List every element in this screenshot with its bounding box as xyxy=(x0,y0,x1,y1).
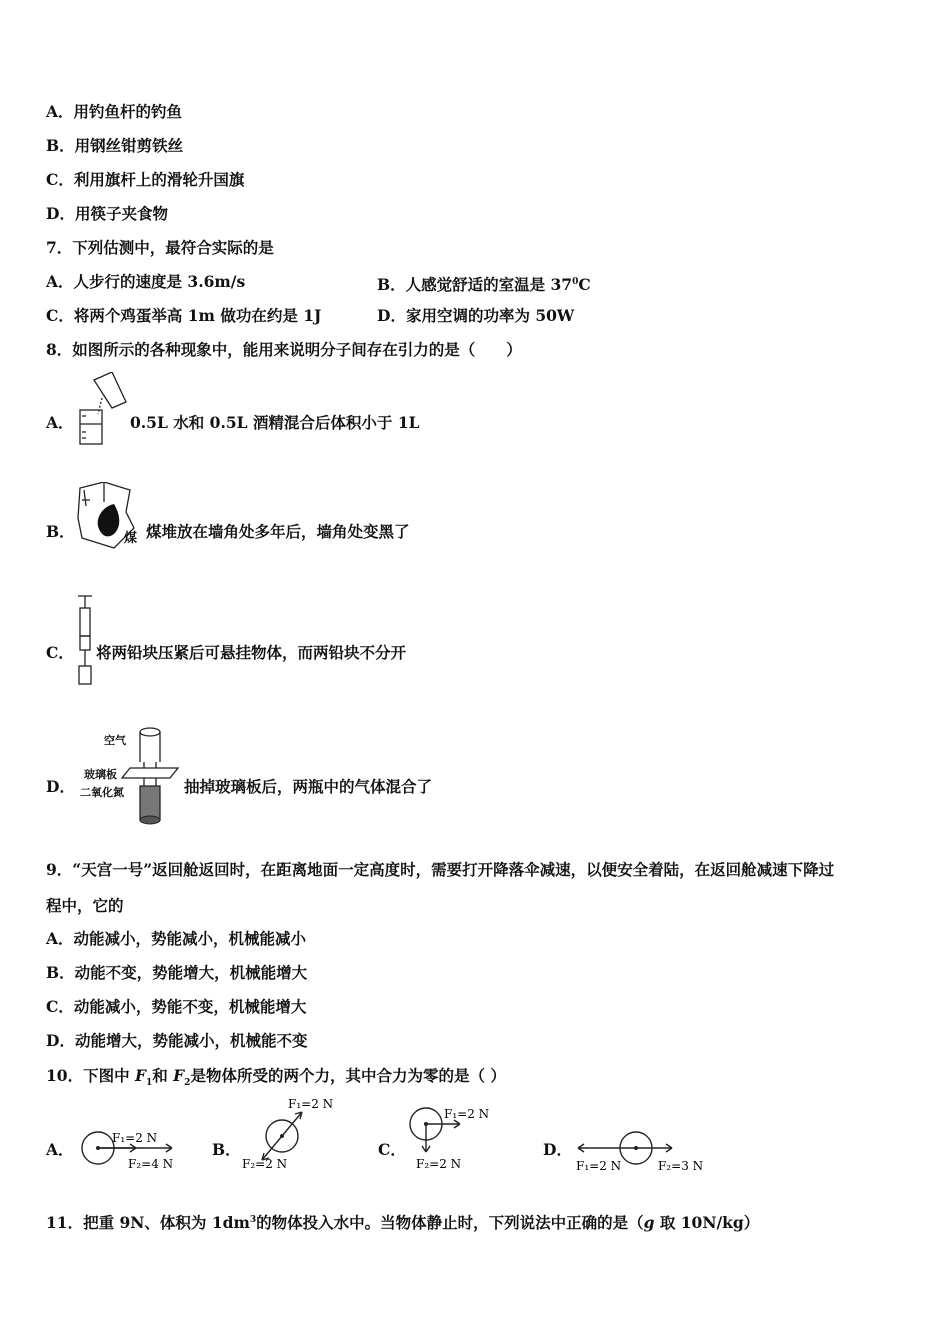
q10-c-label: C． xyxy=(378,1140,406,1159)
lead-blocks-figure xyxy=(74,592,96,688)
d-f2-text: F₂=3 N xyxy=(658,1159,704,1173)
q7-option-a: A．人步行的速度是 3.6m/s xyxy=(46,272,246,291)
q7-option-d: D．家用空调的功率为 50W xyxy=(377,306,575,325)
q8-d-text: 抽掉玻璃板后，两瓶中的气体混合了 xyxy=(184,777,433,796)
glass-plate-label: 玻璃板 xyxy=(84,768,117,781)
q6-option-b: B．用钢丝钳剪铁丝 xyxy=(46,136,184,155)
a-f2-text: F₂=4 N xyxy=(128,1157,174,1171)
q9-option-c: C．动能减小，势能不变，机械能增大 xyxy=(46,997,307,1016)
air-label: 空气 xyxy=(104,734,126,747)
coal-word: 煤 xyxy=(124,531,138,546)
force-diagram-d xyxy=(572,1126,712,1176)
q8-d-label: D． xyxy=(46,777,75,796)
force-diagram-b xyxy=(238,1094,338,1174)
q6-option-d: D．用筷子夹食物 xyxy=(46,204,168,223)
q10-d-label: D． xyxy=(543,1140,572,1159)
d-f1-text: F₁=2 N xyxy=(576,1159,622,1173)
q8-a-text: 0.5L 水和 0.5L 酒精混合后体积小于 1L xyxy=(130,413,420,432)
q7-stem: 7．下列估测中，最符合实际的是 xyxy=(46,238,274,257)
q8-c-label: C． xyxy=(46,643,74,662)
a-f1-text: F₁=2 N xyxy=(112,1131,158,1145)
q9-option-d: D．动能增大，势能减小，机械能不变 xyxy=(46,1031,308,1050)
q8-a-label: A． xyxy=(46,413,74,432)
force-diagram-a xyxy=(76,1126,186,1176)
q8-c-text: 将两铅块压紧后可悬挂物体，而两铅块不分开 xyxy=(96,643,407,662)
c-f1-text: F₁=2 N xyxy=(444,1107,490,1121)
q6-option-c: C．利用旗杆上的滑轮升国旗 xyxy=(46,170,245,189)
c-f2-text: F₂=2 N xyxy=(416,1157,462,1171)
q7-option-c: C．将两个鸡蛋举高 1m 做功在约是 1J xyxy=(46,306,322,325)
q9-stem-line1: 9．“天宫一号”返回舱返回时，在距离地面一定高度时，需要打开降落伞减速，以便安全着陆，在返回舱减速下降过 xyxy=(46,860,835,879)
q11-stem: 11．把重 9N、体积为 $1dm^3$的物体投入水中。当物体静止时，下列说法中正确的是（g 取 10N/kg） xyxy=(46,1213,760,1233)
q10-a-label: A． xyxy=(46,1140,74,1159)
q10-b-label: B． xyxy=(212,1140,241,1159)
no2-label: 二氧化氮 xyxy=(80,786,124,799)
q9-option-b: B．动能不变，势能增大，机械能增大 xyxy=(46,963,308,982)
gas-bottles-figure xyxy=(120,726,182,826)
q8-b-label: B． xyxy=(46,522,75,541)
force-diagram-c xyxy=(404,1100,504,1176)
q9-option-a: A．动能减小，势能减小，机械能减小 xyxy=(46,929,307,948)
q9-stem-line2: 程中，它的 xyxy=(46,896,124,915)
q6-option-a: A．用钓鱼杆的钓鱼 xyxy=(46,102,183,121)
b-f2-text: F₂=2 N xyxy=(242,1157,288,1171)
q8-b-text: 煤堆放在墙角处多年后，墙角处变黑了 xyxy=(146,522,410,541)
q10-stem: 10．下图中 $F_1$和 $F_2$是物体所受的两个力，其中合力为零的是（ ） xyxy=(46,1066,506,1089)
q7-option-b: B．人感觉舒适的室温是 $37^0C$ xyxy=(377,275,591,295)
q8-stem: 8．如图所示的各种现象中，能用来说明分子间存在引力的是（ ） xyxy=(46,340,522,359)
b-f1-text: F₁=2 N xyxy=(288,1097,334,1111)
beaker-pouring-figure xyxy=(72,372,128,448)
